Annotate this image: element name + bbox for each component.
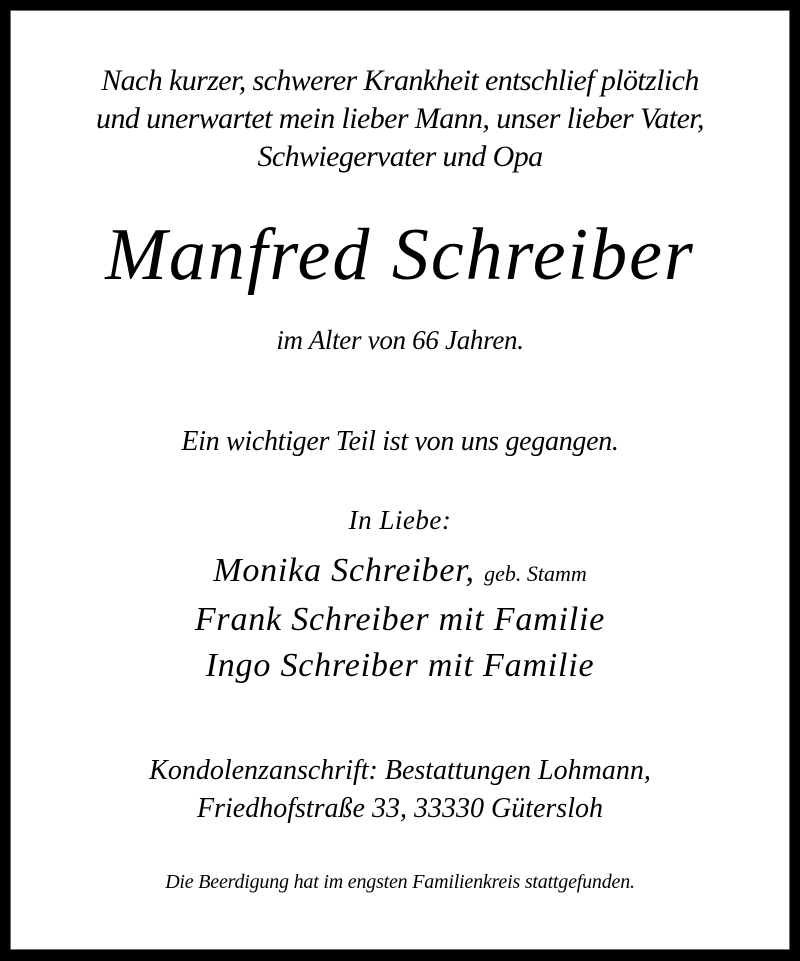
funeral-note: Die Beerdigung hat im engsten Familienkreis stattgefunden. bbox=[165, 871, 635, 893]
mourners-list bbox=[10, 548, 790, 689]
intro-text bbox=[10, 62, 790, 176]
deceased-name: Manfred Schreiber bbox=[105, 214, 695, 296]
address-line-2: Friedhofstraße 33, 33330 Gütersloh bbox=[197, 793, 603, 824]
mourner-name: Monika Schreiber, bbox=[213, 552, 475, 589]
motto: Ein wichtiger Teil ist von uns gegangen. bbox=[181, 426, 619, 457]
mourner-entry bbox=[10, 548, 790, 597]
intro-line-1: Nach kurzer, schwerer Krankheit entschlief plötzlich bbox=[101, 64, 699, 97]
mourner-entry bbox=[10, 643, 790, 689]
condolence-address bbox=[10, 752, 790, 828]
age-line: im Alter von 66 Jahren. bbox=[276, 325, 524, 355]
mourner-name: Frank Schreiber mit Familie bbox=[194, 601, 606, 638]
intro-line-2: und unerwartet mein lieber Mann, unser lieber Vater, bbox=[96, 102, 704, 135]
mourner-entry bbox=[10, 597, 790, 643]
mourner-maiden-name: geb. Stamm bbox=[484, 561, 587, 586]
address-line-1: Kondolenzanschrift: Bestattungen Lohmann, bbox=[149, 755, 651, 786]
mourner-name: Ingo Schreiber mit Familie bbox=[205, 647, 595, 684]
in-love-label: In Liebe: bbox=[348, 505, 452, 535]
obituary-card bbox=[10, 10, 790, 950]
intro-line-3: Schwiegervater und Opa bbox=[257, 140, 543, 173]
